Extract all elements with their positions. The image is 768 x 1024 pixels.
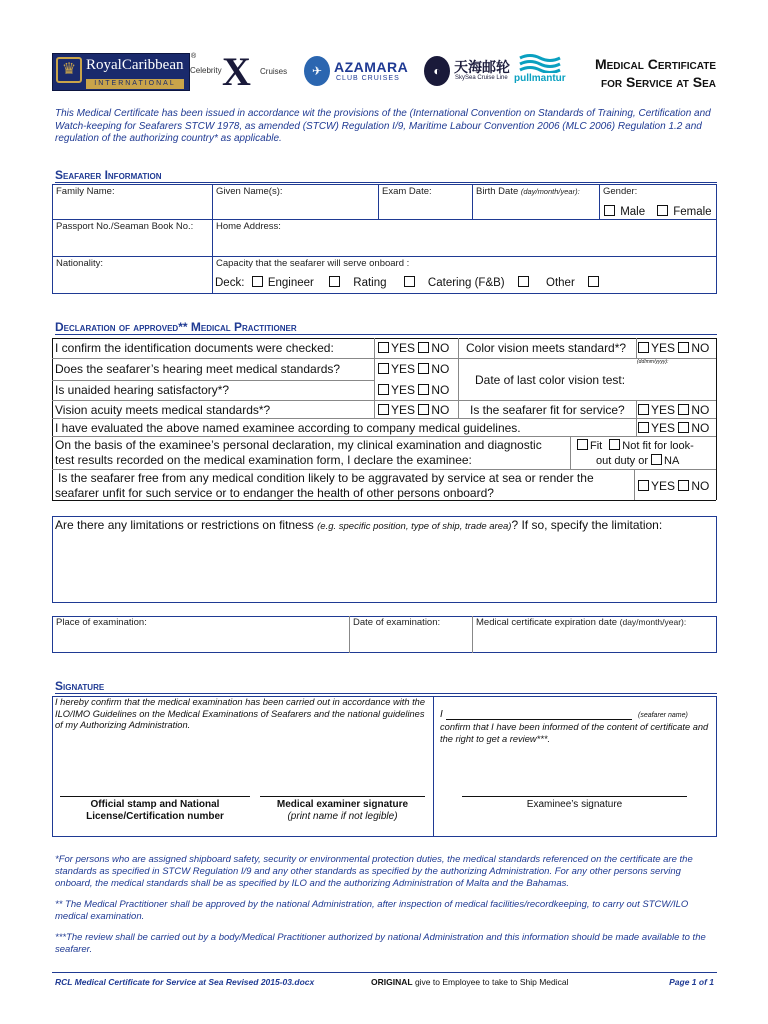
no-checkbox[interactable]: [418, 363, 429, 374]
examinee-sig-line[interactable]: [462, 796, 687, 797]
examiner-sig-caption: [260, 799, 425, 823]
no-label: NO: [691, 403, 710, 417]
section-rule: [55, 182, 717, 183]
yes-checkbox[interactable]: [638, 422, 649, 433]
row-divider: [52, 358, 716, 359]
place-of-exam-label: Place of examination:: [56, 617, 147, 628]
skysea-sub: SkySea Cruise Line: [455, 75, 508, 81]
azamara-sub: CLUB CRUISES: [336, 75, 400, 82]
sig-right: [716, 696, 717, 836]
row-divider: [52, 418, 716, 419]
q-hearing: Does the seafarer’s hearing meet medical standards?: [55, 362, 341, 376]
yes-label: YES: [651, 341, 676, 355]
col-divider: [349, 616, 350, 653]
q-vision-acuity-answer: [378, 403, 449, 417]
no-checkbox[interactable]: [418, 384, 429, 395]
female-checkbox[interactable]: [657, 205, 668, 216]
family-name-label: Family Name:: [56, 186, 115, 197]
col-divider: [374, 338, 375, 418]
table-border-bottom: [52, 500, 716, 501]
q-free-condition-answer: [638, 479, 709, 493]
no-checkbox[interactable]: [678, 422, 689, 433]
declaration-section-title: Declaration of approved** Medical Practitioner: [55, 320, 297, 334]
q-free-condition-line-1: Is the seafarer free from any medical condition likely to be aggravated by service at sea or render the: [58, 471, 594, 485]
table-border-top: [52, 338, 716, 339]
capacity-label: Capacity that the seafarer will serve onboard :: [216, 258, 410, 269]
original-label: ORIGINAL: [371, 977, 413, 987]
yes-checkbox[interactable]: [638, 342, 649, 353]
catering-checkbox[interactable]: [518, 276, 529, 287]
yes-checkbox[interactable]: [378, 404, 389, 415]
q-declare-line-1: On the basis of the examinee’s personal declaration, my clinical examination and diagnostic: [55, 438, 542, 452]
sig-mid: [433, 696, 434, 836]
seafarer-name-hint: (seafarer name): [638, 712, 688, 719]
rating-label: Rating: [353, 277, 387, 289]
examiner-confirm-text: I hereby confirm that the medical examination has been carried out in accordance with the ILO/IMO Guidelines on the Medical Examinations of Seafarers and the national guidelines of my Authorizing Administration.: [55, 697, 426, 730]
examinee-sig-caption: Examinee’s signature: [526, 799, 623, 810]
col-divider: [378, 184, 379, 219]
footer-doc-name: RCL Medical Certificate for Service at Sea Revised 2015-03.docx: [55, 977, 315, 987]
given-names-label: Given Name(s):: [216, 186, 283, 197]
yes-checkbox[interactable]: [378, 363, 389, 374]
yes-label: YES: [391, 403, 416, 417]
title-line-2: for Service at Sea: [601, 74, 716, 90]
catering-label: Catering (F&B): [427, 277, 505, 289]
gender-label: Gender:: [603, 186, 638, 197]
other-label: Other: [546, 277, 575, 289]
table-border-left: [52, 338, 53, 500]
color-date-hint: (dd/mm/yyyy):: [637, 359, 669, 365]
birth-date-label: [474, 185, 582, 198]
engineer-label: Engineer: [267, 277, 314, 289]
celebrity-x-logo: X: [222, 49, 251, 94]
q-color-date: Date of last color vision test:: [475, 373, 626, 387]
male-checkbox[interactable]: [604, 205, 615, 216]
q-unaided-hearing: Is unaided hearing satisfactory*?: [55, 383, 230, 397]
no-checkbox[interactable]: [678, 480, 689, 491]
seafarer-confirm-text: confirm that I have been informed of the content of certificate and the right to get a review***.: [440, 722, 709, 744]
no-label: NO: [691, 479, 710, 493]
yes-label: YES: [651, 421, 676, 435]
limitations-text: Are there any limitations or restrictions on fitness: [55, 518, 314, 532]
yes-checkbox[interactable]: [378, 384, 389, 395]
limitations-label: [55, 518, 662, 532]
no-checkbox[interactable]: [418, 404, 429, 415]
footnote-2: ** The Medical Practitioner shall be approved by the national Administration, after inspection of medical facilities/recordkeeping, to carry out STCW/ILO medical examination.: [55, 899, 689, 922]
q-evaluated-answer: [638, 421, 709, 435]
birth-date-text: Birth Date: [476, 186, 519, 197]
examiner-caption-2: (print name if not legible): [287, 811, 398, 822]
section-rule: [55, 693, 717, 694]
exam-row-left: [52, 616, 53, 653]
row-divider: [52, 436, 716, 437]
stamp-caption-1: Official stamp and National: [90, 799, 220, 810]
home-address-label: Home Address:: [216, 221, 281, 232]
no-label: NO: [431, 403, 450, 417]
col-divider: [212, 184, 213, 294]
yes-checkbox[interactable]: [378, 342, 389, 353]
azamara-emblem-icon: ✈: [304, 56, 330, 86]
nationality-label: Nationality:: [56, 258, 103, 269]
intro-paragraph: This Medical Certificate has been issued in accordance wit the provisions of the (International Convention on Standards of Training, Certification and Watch-keeping for Seafarers STCW 1978, as amended (STCW) Regulation I/9, Maritime Labour Convention 2006 (MLC 2006) Regulation 1.2 and regulation of the authorizing country* as applicable.: [55, 108, 711, 144]
limitations-end: ? If so, specify the limitation:: [511, 518, 663, 532]
no-checkbox[interactable]: [678, 342, 689, 353]
q-hearing-answer: [378, 362, 449, 376]
q-unaided-hearing-answer: [378, 383, 449, 397]
na-label: NA: [664, 455, 680, 467]
q-id-documents-answer: [378, 341, 449, 355]
q-color-vision-answer: [638, 341, 709, 355]
passport-label: Passport No./Seaman Book No.:: [56, 221, 194, 232]
col-divider: [472, 616, 473, 653]
q-free-condition-line-2: seafarer unfit for such service or to endanger the health of other persons onboard?: [55, 486, 494, 500]
skysea-wordmark: 天海邮轮: [454, 59, 510, 75]
sig-left: [52, 696, 53, 836]
row-divider: [52, 400, 716, 401]
yes-label: YES: [391, 362, 416, 376]
female-label: Female: [673, 206, 712, 218]
col-divider: [634, 469, 635, 500]
pullmantur-wave-icon: [518, 53, 562, 73]
q-fit-service-answer: [638, 403, 709, 417]
gender-male-option[interactable]: [604, 205, 645, 218]
seafarer-section-title: Seafarer Information: [55, 168, 162, 182]
na-checkbox[interactable]: [651, 454, 662, 465]
footer-rule: [52, 972, 717, 973]
col-divider: [472, 184, 473, 219]
celebrity-wordmark: Celebrity: [190, 66, 222, 75]
q-declare-line-2: test results recorded on the medical examination form, I declare the examinee:: [55, 453, 472, 467]
crown-icon: ♛: [56, 57, 82, 83]
q-color-vision: Color vision meets standard*?: [466, 341, 627, 355]
yes-checkbox[interactable]: [638, 480, 649, 491]
footnote-3: ***The review shall be carried out by a body/Medical Practitioner authorized by national Administration and this information should be made available to the seafarer.: [55, 932, 706, 955]
sig-bottom: [52, 836, 717, 837]
fit-options-line-1: [577, 439, 694, 452]
exam-row-right: [716, 616, 717, 653]
exam-date-label: Exam Date:: [382, 186, 432, 197]
original-rest: give to Employee to take to Ship Medical: [414, 977, 569, 987]
seafarer-i: I: [440, 709, 443, 720]
yes-label: YES: [651, 479, 676, 493]
col-divider: [636, 338, 637, 358]
deck-label: Deck:: [215, 277, 245, 289]
pullmantur-wordmark: pullmantur: [514, 73, 566, 84]
royal-caribbean-sub: INTERNATIONAL: [86, 79, 184, 89]
q-fit-service: Is the seafarer fit for service?: [470, 403, 625, 417]
yes-label: YES: [651, 403, 676, 417]
no-label: NO: [431, 341, 450, 355]
examiner-caption-1: Medical examiner signature: [276, 799, 409, 810]
out-duty-label: out duty or: [596, 455, 648, 467]
row-divider: [52, 469, 716, 470]
document-title: [560, 55, 716, 91]
yes-checkbox[interactable]: [638, 404, 649, 415]
not-fit-label: Not fit for look-: [622, 440, 694, 452]
signature-section-title: Signature: [55, 679, 105, 693]
date-of-exam-label: Date of examination:: [353, 617, 441, 628]
footer-page: Page 1 of 1: [669, 977, 714, 987]
footnote-1: *For persons who are assigned shipboard safety, security or environmental protection duties, the medical standards referenced on the certificate are the standards as specified in STCW Regulation I/9 and any other standards as specified by the authorizing Administration. For any other persons serving onboard, the medical standards shall be as specified by ILO and the authorizing Administration of Malta and the Bahamas.: [55, 854, 693, 889]
celebrity-cruises-wordmark: Cruises: [260, 67, 288, 76]
rating-checkbox[interactable]: [404, 276, 415, 287]
royal-caribbean-wordmark: RoyalCaribbean: [86, 57, 184, 73]
fit-checkbox[interactable]: [577, 439, 588, 450]
col-divider: [599, 184, 600, 219]
engineer-checkbox[interactable]: [329, 276, 340, 287]
section-rule: [55, 334, 717, 335]
examiner-sig-line[interactable]: [260, 796, 425, 797]
no-label: NO: [431, 383, 450, 397]
expiry-label: [474, 616, 688, 629]
col-divider: [636, 400, 637, 436]
skysea-emblem-icon: ◐: [424, 56, 450, 86]
fit-options-line-2: [596, 454, 679, 467]
limitations-hint: (e.g. specific position, type of ship, trade area): [317, 521, 512, 532]
no-checkbox[interactable]: [418, 342, 429, 353]
title-line-1: Medical Certificate: [594, 56, 716, 72]
q-id-documents: I confirm the identification documents were checked:: [55, 341, 334, 355]
other-checkbox[interactable]: [588, 276, 599, 287]
not-fit-checkbox[interactable]: [609, 439, 620, 450]
expiry-text: Medical certificate expiration date: [476, 617, 617, 628]
col-divider: [570, 436, 571, 469]
male-label: Male: [620, 206, 646, 218]
seafarer-name-line[interactable]: [446, 719, 632, 720]
no-label: NO: [431, 362, 450, 376]
no-label: NO: [691, 421, 710, 435]
footer-original: [371, 977, 569, 987]
yes-label: YES: [391, 383, 416, 397]
no-label: NO: [691, 341, 710, 355]
stamp-caption: [60, 799, 250, 823]
registered-mark: ®: [191, 53, 197, 60]
q-vision-acuity: Vision acuity meets medical standards*?: [55, 403, 271, 417]
stamp-caption-2: License/Certification number: [86, 811, 224, 822]
birth-date-hint: (day/month/year):: [520, 187, 580, 196]
capacity-options: [215, 276, 601, 289]
yes-label: YES: [391, 341, 416, 355]
no-checkbox[interactable]: [678, 404, 689, 415]
col-divider: [458, 338, 459, 418]
stamp-line: [60, 796, 250, 797]
deck-checkbox[interactable]: [252, 276, 263, 287]
fit-label: Fit: [590, 440, 603, 452]
expiry-hint: (day/month/year):: [619, 617, 687, 627]
q-evaluated: I have evaluated the above named examinee according to company medical guidelines.: [55, 421, 521, 435]
gender-female-option[interactable]: [657, 205, 712, 218]
table-border-right: [716, 338, 717, 500]
row-divider: [52, 380, 374, 381]
exam-row-bottom: [52, 652, 717, 653]
azamara-wordmark: AZAMARA: [334, 59, 409, 75]
